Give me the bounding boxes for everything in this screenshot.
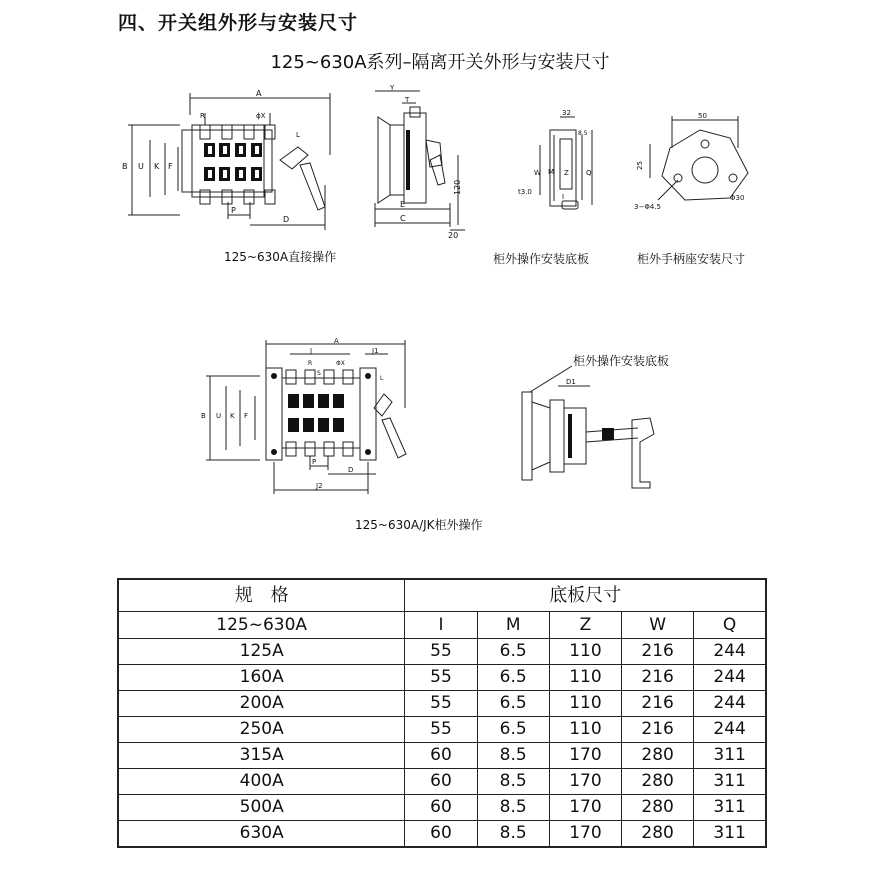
cell-z: 110 bbox=[549, 717, 621, 743]
dim-w: W bbox=[534, 169, 541, 177]
cell-m: 8.5 bbox=[477, 795, 549, 821]
dim-20: 20 bbox=[448, 231, 459, 240]
cell-spec: 250A bbox=[118, 717, 405, 743]
dim-b: B bbox=[122, 162, 128, 171]
header-spec: 规 格 bbox=[118, 579, 405, 612]
cell-q: 244 bbox=[694, 717, 766, 743]
dim-d: D bbox=[348, 466, 354, 474]
cell-m: 8.5 bbox=[477, 769, 549, 795]
cell-spec: 200A bbox=[118, 691, 405, 717]
dim-32: 32 bbox=[562, 109, 571, 117]
col-w: W bbox=[622, 612, 694, 639]
table-row bbox=[118, 795, 766, 821]
cell-z: 170 bbox=[549, 821, 621, 848]
cell-z: 110 bbox=[549, 665, 621, 691]
cell-m: 8.5 bbox=[477, 821, 549, 848]
fig-mounting-plate bbox=[510, 105, 600, 215]
caption-handle-seat: 柜外手柄座安装尺寸 bbox=[637, 252, 746, 266]
dim-k: K bbox=[230, 412, 235, 420]
table-row bbox=[118, 769, 766, 795]
dim-q: Q bbox=[586, 169, 592, 177]
fig-jk-side bbox=[510, 362, 685, 492]
table-header-row bbox=[118, 579, 766, 612]
cell-i: 60 bbox=[405, 769, 477, 795]
cell-spec: 125A bbox=[118, 639, 405, 665]
cell-spec: 315A bbox=[118, 743, 405, 769]
cell-w: 280 bbox=[622, 795, 694, 821]
cell-i: 60 bbox=[405, 795, 477, 821]
dim-j2: J2 bbox=[316, 482, 323, 490]
cell-spec: 630A bbox=[118, 821, 405, 848]
cell-z: 170 bbox=[549, 743, 621, 769]
table-row bbox=[118, 639, 766, 665]
cell-q: 311 bbox=[694, 743, 766, 769]
dim-z: Z bbox=[564, 169, 569, 177]
fig-direct-side bbox=[370, 85, 470, 240]
dim-t: T bbox=[405, 96, 410, 104]
cell-q: 311 bbox=[694, 795, 766, 821]
cell-w: 280 bbox=[622, 821, 694, 848]
fig-jk-front bbox=[200, 338, 420, 503]
dim-8-5: 8.5 bbox=[578, 130, 588, 137]
cell-w: 280 bbox=[622, 743, 694, 769]
dim-p: P bbox=[231, 206, 236, 215]
header-plate-size: 底板尺寸 bbox=[405, 579, 766, 612]
dim-r: R bbox=[200, 112, 205, 120]
cell-w: 280 bbox=[622, 769, 694, 795]
page-subtitle: 125~630A系列–隔离开关外形与安装尺寸 bbox=[270, 52, 610, 73]
cell-z: 170 bbox=[549, 769, 621, 795]
dim-120: 120 bbox=[453, 179, 462, 195]
cell-q: 244 bbox=[694, 691, 766, 717]
dim-d1: D1 bbox=[566, 378, 576, 386]
col-i: I bbox=[405, 612, 477, 639]
cell-m: 6.5 bbox=[477, 717, 549, 743]
dim-d: D bbox=[283, 215, 290, 224]
cell-i: 60 bbox=[405, 743, 477, 769]
caption-direct: 125~630A直接操作 bbox=[224, 250, 337, 264]
cell-i: 55 bbox=[405, 691, 477, 717]
cell-m: 8.5 bbox=[477, 743, 549, 769]
cell-i: 55 bbox=[405, 639, 477, 665]
dim-m: M bbox=[548, 168, 555, 176]
dim-c: C bbox=[400, 214, 406, 223]
table-row bbox=[118, 691, 766, 717]
cell-w: 216 bbox=[622, 639, 694, 665]
dim-phi30: Φ30 bbox=[730, 194, 745, 202]
fig-handle-seat bbox=[630, 108, 760, 213]
dim-s: S bbox=[317, 370, 321, 377]
cell-z: 110 bbox=[549, 691, 621, 717]
dim-l: L bbox=[296, 131, 300, 139]
subheader-range: 125~630A bbox=[118, 612, 405, 639]
dim-u: U bbox=[138, 162, 144, 171]
dim-50: 50 bbox=[698, 112, 707, 120]
dim-l: L bbox=[380, 375, 384, 382]
cell-i: 55 bbox=[405, 717, 477, 743]
cell-q: 244 bbox=[694, 639, 766, 665]
dim-p: P bbox=[312, 458, 317, 466]
dim-x: ϕX bbox=[256, 112, 266, 120]
dim-r: R bbox=[308, 360, 313, 367]
dim-f: F bbox=[244, 412, 249, 420]
table-row bbox=[118, 665, 766, 691]
caption-jk: 125~630A/JK柜外操作 bbox=[355, 518, 483, 532]
cell-i: 55 bbox=[405, 665, 477, 691]
table-row bbox=[118, 821, 766, 848]
cell-w: 216 bbox=[622, 665, 694, 691]
cell-m: 6.5 bbox=[477, 691, 549, 717]
dim-a: A bbox=[256, 89, 262, 98]
cell-spec: 160A bbox=[118, 665, 405, 691]
dim-i: I bbox=[562, 193, 565, 201]
cell-q: 244 bbox=[694, 665, 766, 691]
dim-a: A bbox=[334, 338, 339, 345]
dim-e: E bbox=[400, 200, 406, 209]
table-row bbox=[118, 743, 766, 769]
cell-m: 6.5 bbox=[477, 665, 549, 691]
col-m: M bbox=[477, 612, 549, 639]
table-row bbox=[118, 717, 766, 743]
cell-i: 60 bbox=[405, 821, 477, 848]
dim-f: F bbox=[168, 162, 173, 171]
table-subheader-row bbox=[118, 612, 766, 639]
cell-spec: 500A bbox=[118, 795, 405, 821]
dim-b: B bbox=[201, 412, 206, 420]
label-mounting-plate: 柜外操作安装底板 bbox=[573, 354, 670, 368]
cell-z: 170 bbox=[549, 795, 621, 821]
cell-w: 216 bbox=[622, 691, 694, 717]
col-z: Z bbox=[549, 612, 621, 639]
cell-m: 6.5 bbox=[477, 639, 549, 665]
cell-z: 110 bbox=[549, 639, 621, 665]
caption-plate: 柜外操作安装底板 bbox=[493, 252, 590, 266]
dim-k: K bbox=[154, 162, 160, 171]
dim-x: ΦX bbox=[336, 360, 345, 367]
cell-q: 311 bbox=[694, 821, 766, 848]
fig-direct-front bbox=[120, 85, 345, 235]
spec-table bbox=[117, 578, 767, 848]
section-heading: 四、开关组外形与安装尺寸 bbox=[118, 12, 359, 34]
dim-25: 25 bbox=[636, 161, 644, 170]
dim-u: U bbox=[216, 412, 222, 420]
cell-spec: 400A bbox=[118, 769, 405, 795]
dim-j1: J1 bbox=[372, 347, 379, 355]
dim-j: J bbox=[310, 347, 313, 355]
cell-w: 216 bbox=[622, 717, 694, 743]
col-q: Q bbox=[694, 612, 766, 639]
dim-t3: t3.0 bbox=[518, 188, 532, 196]
dim-holes: 3−Φ4.5 bbox=[634, 203, 661, 211]
cell-q: 311 bbox=[694, 769, 766, 795]
dim-y: Y bbox=[390, 85, 395, 92]
